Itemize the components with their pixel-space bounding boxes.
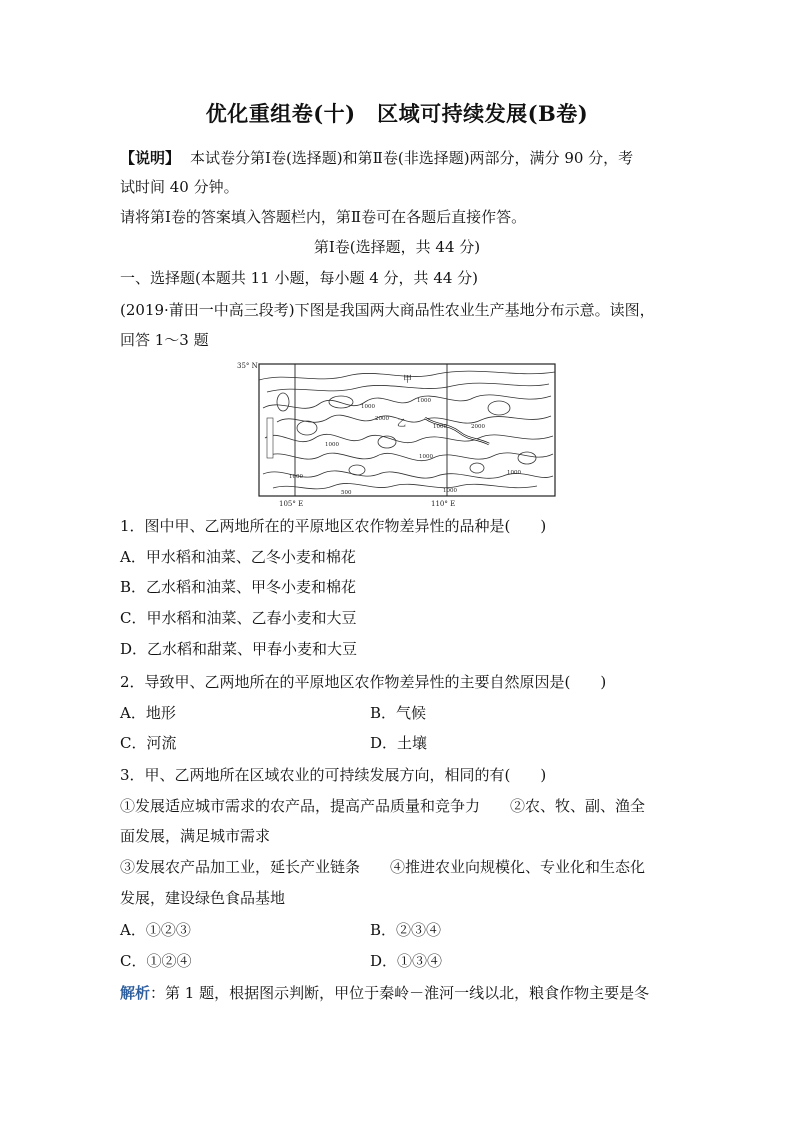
place-jia: 甲	[403, 375, 413, 385]
contour-label: 1000	[433, 424, 447, 430]
contour-label: 1000	[419, 454, 433, 460]
contour-label: 500	[341, 490, 352, 496]
question-3-option-c: C．①②④	[120, 952, 192, 970]
question-1-stem: 1．图中甲、乙两地所在的平原地区农作物差异性的品种是( )	[120, 517, 547, 535]
question-3-option-d: D．①③④	[370, 952, 443, 970]
contour-label: 1000	[289, 474, 303, 480]
instructions-label: 【说明】	[120, 149, 181, 167]
section-heading: 一、选择题(本题共 11 小题，每小题 4 分，共 44 分)	[120, 269, 479, 287]
question-3-statement-4: 发展，建设绿色食品基地	[120, 889, 286, 907]
lon-left-label: 105° E	[279, 500, 304, 508]
intro-line-2: 回答 1～3 题	[120, 331, 209, 349]
question-3-statement-1: ①发展适应城市需求的农产品，提高产品质量和竞争力 ②农、牧、副、渔全	[120, 797, 646, 815]
contour-label: 1000	[443, 488, 457, 494]
instructions-text-1: 本试卷分第Ⅰ卷(选择题)和第Ⅱ卷(非选择题)两部分，满分 90 分，考	[190, 149, 634, 167]
contour-label: 1000	[507, 470, 521, 476]
place-yi: 乙	[397, 419, 407, 429]
contour-label: 2000	[471, 424, 485, 430]
question-1-option-b: B．乙水稻和油菜、甲冬小麦和棉花	[120, 578, 357, 596]
instructions-line-1	[120, 148, 633, 168]
question-2-option-c: C．河流	[120, 734, 177, 752]
intro-line-1: (2019·莆田一中高三段考)下图是我国两大商品性农业生产基地分布示意。读图，	[120, 301, 655, 319]
question-3-option-a: A．①②③	[120, 921, 191, 939]
section-title: 第Ⅰ卷(选择题，共 44 分)	[313, 238, 481, 256]
contour-label: 1000	[325, 442, 339, 448]
instructions-line-2: 试时间 40 分钟。	[120, 178, 239, 196]
lon-right-label: 110° E	[431, 500, 456, 508]
analysis-label: 解析	[120, 984, 151, 1002]
contour-map	[237, 358, 561, 510]
contour-label: 1000	[361, 404, 375, 410]
question-2-option-d: D．土壤	[370, 734, 428, 752]
question-3-statement-3: ③发展农产品加工业，延长产业链条 ④推进农业向规模化、专业化和生态化	[120, 858, 646, 876]
contour-label: 2000	[375, 416, 389, 422]
question-2-option-a: A．地形	[120, 704, 176, 722]
page-title: 优化重组卷(十) 区域可持续发展(B卷)	[205, 101, 589, 126]
question-1-option-a: A．甲水稻和油菜、乙冬小麦和棉花	[120, 548, 356, 566]
analysis-text: ：第 1 题，根据图示判断，甲位于秦岭－淮河一线以北，粮食作物主要是冬	[150, 984, 650, 1002]
map-inset-box	[267, 418, 273, 458]
question-2-option-b: B．气候	[370, 704, 427, 722]
question-2-stem: 2．导致甲、乙两地所在的平原地区农作物差异性的主要自然原因是( )	[120, 673, 607, 691]
question-3-stem: 3．甲、乙两地所在区域农业的可持续发展方向，相同的有( )	[120, 766, 547, 784]
question-3-option-b: B．②③④	[370, 921, 442, 939]
question-3-statement-2: 面发展，满足城市需求	[120, 827, 271, 845]
question-1-option-c: C．甲水稻和油菜、乙春小麦和大豆	[120, 609, 357, 627]
question-1-option-d: D．乙水稻和甜菜、甲春小麦和大豆	[120, 640, 358, 658]
lat-label: 35° N	[237, 362, 258, 370]
contour-label: 1000	[417, 398, 431, 404]
instructions-line-3: 请将第Ⅰ卷的答案填入答题栏内，第Ⅱ卷可在各题后直接作答。	[120, 208, 527, 226]
analysis-line	[120, 983, 649, 1003]
